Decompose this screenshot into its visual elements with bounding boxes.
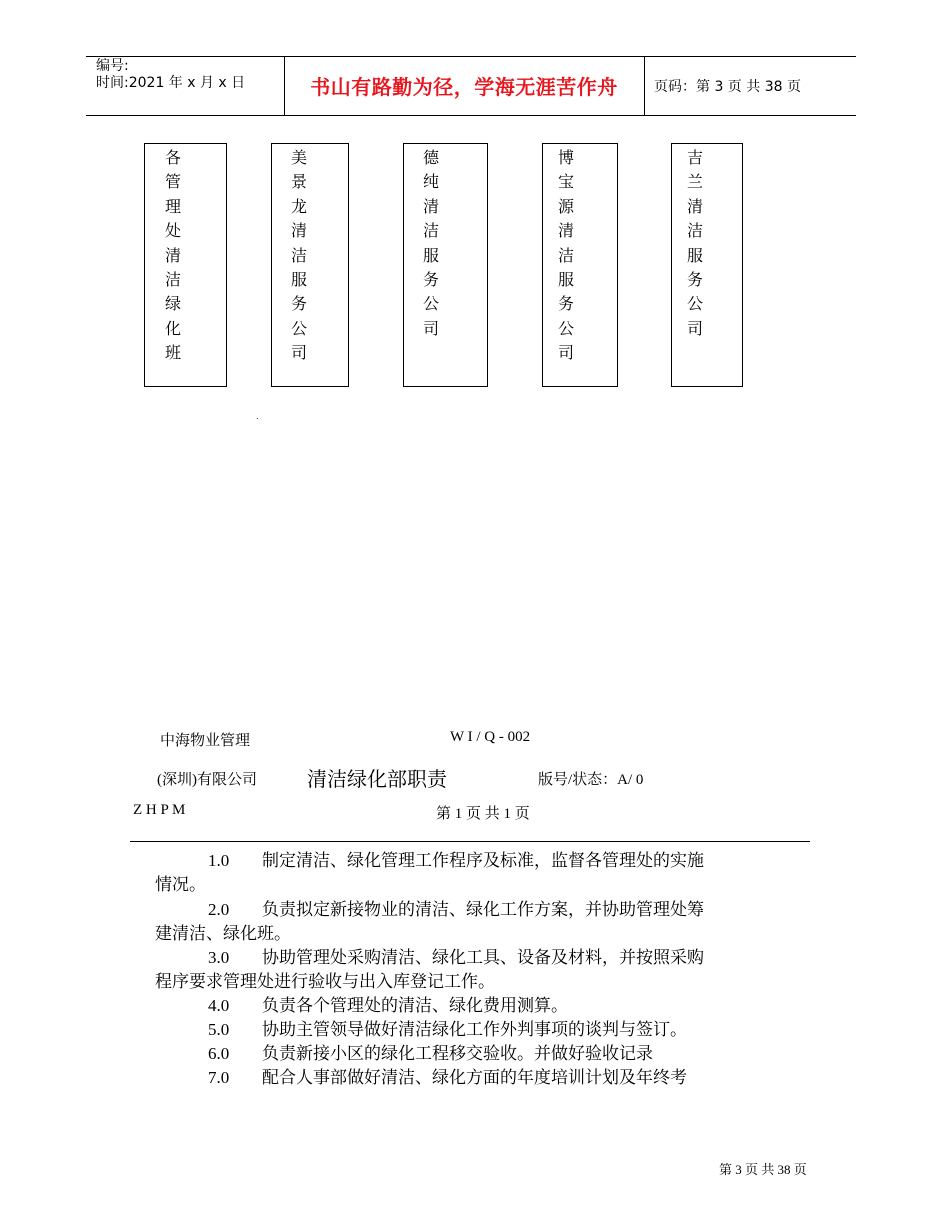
org-box-dechun bbox=[403, 143, 488, 387]
company-abbr: Z H P M bbox=[133, 802, 186, 818]
document-code: W I / Q - 002 bbox=[450, 729, 531, 745]
org-box-management-office bbox=[144, 143, 227, 387]
header-divider bbox=[644, 56, 645, 115]
org-box-label: 各管理处清洁绿化班 bbox=[164, 148, 181, 363]
header-bottom-rule bbox=[86, 115, 856, 116]
header-page-number: 页码：第 3 页 共 38 页 bbox=[654, 79, 801, 95]
duty-text: 负责各个管理处的清洁、绿化费用测算。 bbox=[262, 996, 568, 1016]
company-name-line1: 中海物业管理 bbox=[160, 733, 251, 749]
org-box-jilan bbox=[671, 143, 743, 387]
duty-item bbox=[208, 1042, 653, 1066]
header-motto: 书山有路勤为径，学海无涯苦作舟 bbox=[310, 75, 618, 99]
duty-item bbox=[208, 1018, 687, 1042]
duty-continuation: 情况。 bbox=[155, 875, 206, 895]
duty-text: 负责拟定新接物业的清洁、绿化工作方案，并协助管理处筹 bbox=[262, 900, 704, 920]
org-box-label: 德纯清洁服务公司 bbox=[422, 148, 439, 338]
form-header-rule bbox=[130, 841, 810, 842]
header-meta bbox=[96, 58, 245, 92]
duty-number: 6.0 bbox=[208, 1044, 230, 1063]
doc-time-label: 时间:2021 年 x 月 x 日 bbox=[96, 75, 246, 91]
org-box-label: 吉兰清洁服务公司 bbox=[686, 148, 703, 338]
document-title: 清洁绿化部职责 bbox=[307, 769, 447, 791]
duty-text: 协助管理处采购清洁、绿化工具、设备及材料，并按照采购 bbox=[262, 948, 704, 968]
company-name-line2: (深圳)有限公司 bbox=[157, 772, 257, 788]
duty-continuation: 程序要求管理处进行验收与出入库登记工作。 bbox=[155, 972, 495, 992]
duty-item bbox=[208, 946, 704, 970]
stray-mark: . bbox=[256, 412, 259, 421]
org-box-label: 美景龙清洁服务公司 bbox=[290, 148, 307, 363]
duty-text: 协助主管领导做好清洁绿化工作外判事项的谈判与签订。 bbox=[262, 1020, 687, 1040]
duty-item bbox=[208, 994, 568, 1018]
form-page-number: 第 1 页 共 1 页 bbox=[436, 806, 530, 822]
duty-number: 5.0 bbox=[208, 1020, 230, 1039]
duty-continuation: 建清洁、绿化班。 bbox=[155, 924, 291, 944]
version-status: 版号/状态：A/ 0 bbox=[538, 772, 644, 788]
duty-number: 4.0 bbox=[208, 996, 230, 1015]
duty-item bbox=[208, 898, 704, 922]
duty-number: 2.0 bbox=[208, 900, 230, 919]
duty-number: 7.0 bbox=[208, 1068, 230, 1087]
footer-page-number: 第 3 页 共 38 页 bbox=[719, 1162, 807, 1177]
org-box-meijinglong bbox=[271, 143, 349, 387]
duty-text: 负责新接小区的绿化工程移交验收。并做好验收记录 bbox=[262, 1044, 653, 1064]
org-box-label: 博宝源清洁服务公司 bbox=[557, 148, 574, 363]
org-box-bobaoyuan bbox=[542, 143, 618, 387]
duty-item bbox=[208, 1066, 687, 1090]
duty-text: 配合人事部做好清洁、绿化方面的年度培训计划及年终考 bbox=[262, 1068, 687, 1088]
doc-code-label: 编号: bbox=[96, 58, 129, 74]
duty-item bbox=[208, 849, 704, 873]
duty-text: 制定清洁、绿化管理工作程序及标准，监督各管理处的实施 bbox=[262, 851, 704, 871]
duty-number: 1.0 bbox=[208, 851, 230, 870]
duty-number: 3.0 bbox=[208, 948, 230, 967]
